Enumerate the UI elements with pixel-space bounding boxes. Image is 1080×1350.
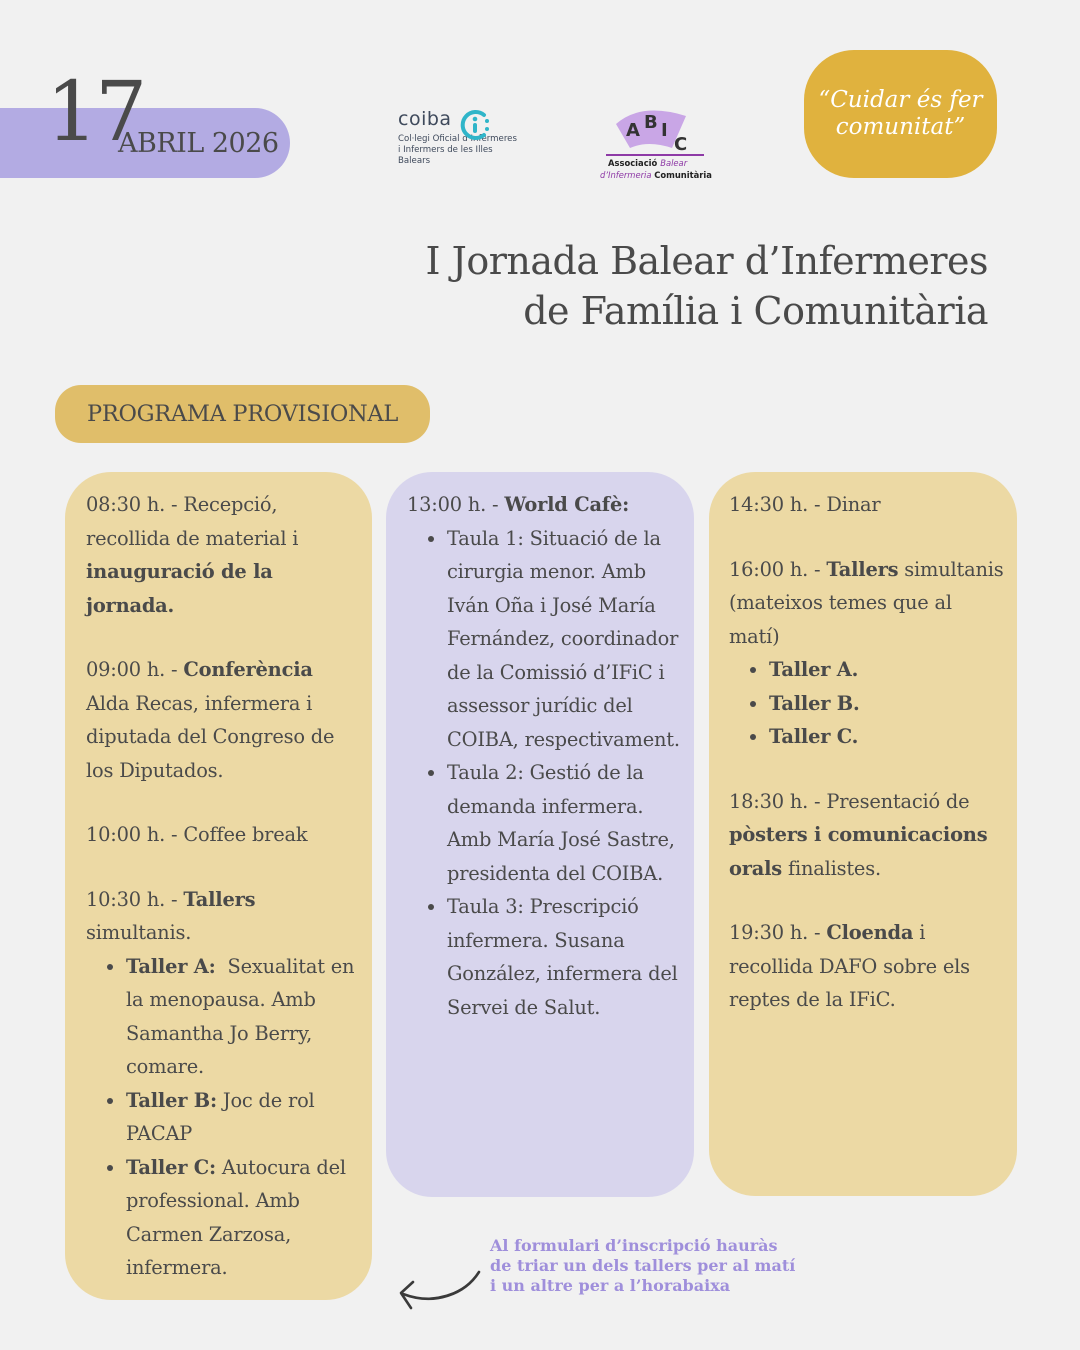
list-item: Taller A. bbox=[729, 653, 1005, 687]
world-cafe-tables-list bbox=[407, 522, 682, 1025]
event-title bbox=[426, 236, 988, 336]
list-item: Taller C. bbox=[729, 720, 1005, 754]
schedule-item-1000: 10:00 h. - Coffee break bbox=[86, 823, 308, 846]
schedule-item-1430: 14:30 h. - Dinar bbox=[729, 493, 881, 516]
svg-text:I: I bbox=[661, 120, 668, 141]
morning-workshops-list bbox=[86, 950, 361, 1285]
list-item: Taller C: Autocura del professional. Amb Carmen Zarzosa, infermera. bbox=[86, 1151, 358, 1285]
schedule-item-1030: 10:30 h. - Tallers simultanis. Taller A: Sexualitat en la menopausa. Amb Samantha Jo Berry, comare. Taller B: Joc de rol PACAP Taller C: Autocura del professional. Amb Carmen Zarzosa, infermera. bbox=[86, 883, 358, 1285]
abic-logo-line2: d’Infermeria Comunitària bbox=[600, 170, 712, 180]
list-item: Taula 1: Situació de la cirurgia menor. Amb Iván Oña i José María Fernández, coordinador de la Comissió d’IFiC i assessor jurídic del COIBA, respectivament. bbox=[407, 522, 682, 757]
coiba-logo-subtitle: Col·legi Oficial d’Infermeres i Infermers de les Illes Balears bbox=[398, 134, 517, 167]
list-item: Taller B. bbox=[729, 687, 1005, 721]
morning-schedule-card bbox=[65, 472, 372, 1300]
schedule-item-1300: 13:00 h. - World Cafè: Taula 1: Situació de la cirurgia menor. Amb Iván Oña i José María Fernández, coordinador de la Comissió d’IFiC i assessor jurídic del COIBA, respectivament. Taula 2: Gestió de la demanda infermera. Amb María José Sastre, presidenta del COIBA. Taula 3: Prescripció infermera. Susana González, infermera del Servei de Salut. bbox=[407, 488, 682, 1024]
schedule-item-1930: 19:30 h. - Cloenda i recollida DAFO sobre els reptes de la IFiC. bbox=[729, 921, 970, 1011]
afternoon-workshops-list bbox=[729, 653, 1005, 754]
svg-text:A: A bbox=[626, 120, 640, 141]
abic-emblem-icon bbox=[586, 106, 716, 158]
svg-text:B: B bbox=[644, 112, 658, 133]
schedule-item-1600: 16:00 h. - Tallers simultanis (mateixos temes que al matí) Taller A. Taller B. Taller C. bbox=[729, 553, 1005, 754]
list-item: Taula 3: Prescripció infermera. Susana González, infermera del Servei de Salut. bbox=[407, 890, 682, 1024]
schedule-item-1830: 18:30 h. - Presentació de pòsters i comunicacions orals finalistes. bbox=[729, 789, 988, 880]
list-item: Taller A: Sexualitat en la menopausa. Amb Samantha Jo Berry, comare. bbox=[86, 950, 358, 1084]
coiba-ring-icon bbox=[458, 108, 492, 142]
program-label: PROGRAMA PROVISIONAL bbox=[55, 385, 430, 443]
event-title-line2: de Família i Comunitària bbox=[523, 289, 988, 333]
svg-text:C: C bbox=[674, 134, 688, 155]
curved-arrow-icon bbox=[395, 1268, 485, 1316]
afternoon-schedule-card bbox=[709, 472, 1017, 1196]
registration-note: Al formulari d’inscripció hauràs de triar un dels tallers per al matí i un altre per a l’horabaixa bbox=[490, 1236, 796, 1295]
coiba-logo-name: coiba bbox=[398, 108, 452, 130]
abic-logo bbox=[586, 106, 716, 186]
date-month-year: ABRIL 2026 bbox=[118, 128, 279, 159]
list-item: Taula 2: Gestió de la demanda infermera. Amb María José Sastre, presidenta del COIBA. bbox=[407, 756, 682, 890]
schedule-item-0830: 08:30 h. - Recepció, recollida de material i inauguració de la jornada. bbox=[86, 493, 299, 617]
date-day: 17 bbox=[46, 65, 145, 160]
schedule-item-0900: 09:00 h. - Conferència Alda Recas, infermera i diputada del Congreso de los Diputados. bbox=[86, 658, 335, 782]
abic-logo-line1: Associació Balear bbox=[608, 158, 688, 168]
slogan-badge: “Cuidar és fer comunitat” bbox=[804, 50, 997, 178]
coiba-logo bbox=[398, 108, 518, 168]
event-title-line1: I Jornada Balear d’Infermeres bbox=[425, 239, 988, 283]
list-item: Taller B: Joc de rol PACAP bbox=[86, 1084, 358, 1151]
world-cafe-card bbox=[386, 472, 694, 1197]
